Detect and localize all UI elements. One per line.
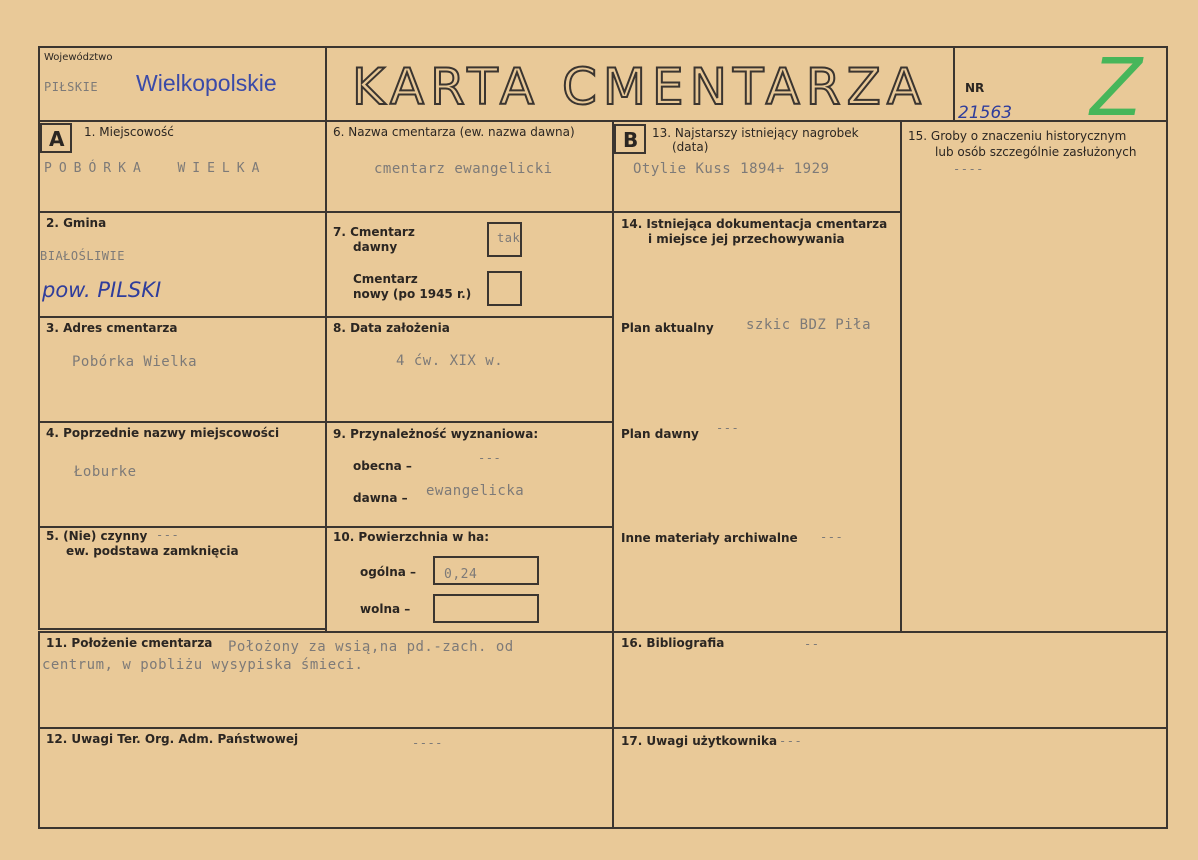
- field-7-new-label-2: nowy (po 1945 r.): [353, 287, 472, 301]
- field-9-former-value: ewangelicka: [426, 483, 525, 499]
- field-13-value: Otylie Kuss 1894+ 1929: [633, 161, 830, 177]
- field-7-new-checkbox[interactable]: [487, 271, 522, 306]
- field-16-value: --: [804, 637, 820, 651]
- plan-current-label: Plan aktualny: [621, 321, 714, 335]
- plan-old-value: ---: [716, 421, 740, 435]
- field-2-value: BIAŁOŚLIWIE: [40, 249, 125, 263]
- field-15-label-line1: 15. Groby o znaczeniu historycznym: [908, 129, 1127, 143]
- plan-current-value: szkic BDZ Piła: [746, 317, 872, 333]
- field-6-label: 6. Nazwa cmentarza (ew. nazwa dawna): [333, 125, 575, 139]
- field-11-value-line1: Położony za wsią,na pd.-zach. od: [228, 639, 514, 655]
- field-9-former-label: dawna –: [353, 491, 408, 505]
- field-15-label-line2: lub osób szczególnie zasłużonych: [935, 145, 1137, 159]
- field-15-value: ----: [953, 162, 984, 176]
- field-11-label: 11. Położenie cmentarza: [46, 636, 213, 650]
- section-b-letter: B: [623, 128, 639, 152]
- field-14-label-line2: i miejsce jej przechowywania: [648, 232, 845, 246]
- field-10-free-label: wolna –: [360, 602, 411, 616]
- field-10-total-value: 0,24: [444, 567, 478, 582]
- other-materials-value: ---: [820, 530, 844, 544]
- voivodeship-typed-value: PIŁSKIE: [44, 80, 99, 94]
- field-15-cell: [900, 120, 1168, 633]
- other-materials-label: Inne materiały archiwalne: [621, 531, 798, 545]
- field-12-value: ----: [412, 736, 443, 750]
- field-17-label: 17. Uwagi użytkownika: [621, 734, 778, 748]
- field-8-label: 8. Data założenia: [333, 321, 450, 335]
- field-7-new-label-1: Cmentarz: [353, 272, 418, 286]
- plan-old-label: Plan dawny: [621, 427, 699, 441]
- field-4-label: 4. Poprzednie nazwy miejscowości: [46, 426, 280, 440]
- field-5-label-line1: 5. (Nie) czynny: [46, 529, 148, 543]
- field-14-cell: [612, 211, 902, 633]
- field-9-current-label: obecna –: [353, 459, 412, 473]
- field-13-label-line2: (data): [672, 140, 709, 154]
- field-10-free-box[interactable]: [433, 594, 539, 623]
- field-7-old-label-2: dawny: [353, 240, 398, 254]
- field-17-value: ---: [779, 734, 803, 748]
- field-7-old-value: tak: [497, 231, 521, 245]
- number-label: NR: [965, 81, 985, 95]
- card-title: KARTA CMENTARZA: [352, 58, 928, 116]
- field-10-total-label: ogólna –: [360, 565, 417, 579]
- field-12-label: 12. Uwagi Ter. Org. Adm. Państwowej: [46, 732, 299, 746]
- field-9-label: 9. Przynależność wyznaniowa:: [333, 427, 539, 441]
- field-4-value: Łoburke: [74, 464, 137, 480]
- field-2-label: 2. Gmina: [46, 216, 107, 230]
- number-value: 21563: [958, 103, 1013, 123]
- field-3-value: Pobórka Wielka: [72, 354, 198, 370]
- voivodeship-stamp: Wielkopolskie: [136, 70, 277, 96]
- field-3-label: 3. Adres cmentarza: [46, 321, 178, 335]
- category-letter-mark: Z: [1090, 39, 1142, 133]
- field-6-value: cmentarz ewangelicki: [374, 161, 553, 177]
- field-5-value: ---: [156, 528, 180, 542]
- field-7-old-label-1: 7. Cmentarz: [333, 225, 415, 239]
- voivodeship-label: Województwo: [44, 52, 113, 63]
- field-1-label: 1. Miejscowość: [84, 125, 174, 139]
- field-14-label-line1: 14. Istniejąca dokumentacja cmentarza: [621, 217, 888, 231]
- section-a-letter: A: [49, 127, 65, 151]
- field-1-value: POBÓRKA WIELKA: [44, 161, 267, 176]
- field-16-label: 16. Bibliografia: [621, 636, 725, 650]
- field-9-current-value: ---: [478, 451, 502, 465]
- field-10-label: 10. Powierzchnia w ha:: [333, 530, 490, 544]
- field-11-value-line2: centrum, w pobliżu wysypiska śmieci.: [42, 657, 364, 673]
- field-2-handwritten: pow. PILSKI: [42, 278, 162, 302]
- field-8-value: 4 ćw. XIX w.: [396, 353, 504, 369]
- field-13-label-line1: 13. Najstarszy istniejący nagrobek: [652, 126, 859, 140]
- field-5-label-line2: ew. podstawa zamknięcia: [66, 544, 239, 558]
